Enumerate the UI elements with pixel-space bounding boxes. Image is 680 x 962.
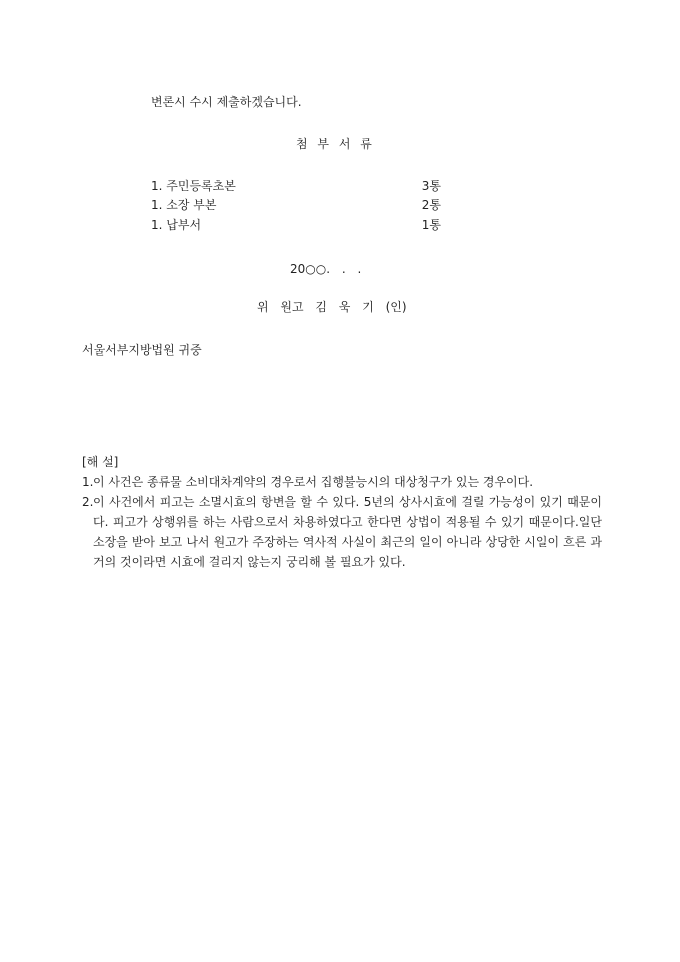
commentary-section xyxy=(82,452,602,572)
plaintiff-signature: 위 원고 김 욱 기 (인) xyxy=(257,300,407,314)
attachment-count: 2통 xyxy=(421,198,441,212)
note-text: 이 사건은 종류물 소비대차계약의 경우로서 집행불능시의 대상청구가 있는 경우이다. xyxy=(93,475,534,489)
closing-sentence: 변론시 수시 제출하겠습니다. xyxy=(151,95,302,109)
attachment-name: 1. 주민등록초본 xyxy=(151,179,236,193)
note-text: 이 사건에서 피고는 소멸시효의 항변을 할 수 있다. 5년의 상사시효에 걸릴 가능성이 있기 때문이다. 피고가 상행위를 하는 사람으로서 차용하였다고 한다면 상법이 적용될 수 있기 때문이다.일단 소장을 받아 보고 나서 원고가 주장하는 역사적 사실이 최근의 일이 아니라 상당한 시일이 흐른 과거의 것이라면 시효에 걸리지 않는지 궁리해 볼 필요가 있다. xyxy=(93,495,602,569)
note-number: 2. xyxy=(82,495,94,509)
commentary-note xyxy=(82,472,602,492)
attachment-count: 1통 xyxy=(421,218,441,232)
attachment-name: 1. 납부서 xyxy=(151,218,202,232)
attachment-count: 3통 xyxy=(421,179,441,193)
attachments-title: 첨 부 서 류 xyxy=(296,137,372,151)
document-date: 20○○. . . xyxy=(290,262,362,276)
commentary-note xyxy=(82,492,602,572)
court-addressee: 서울서부지방법원 귀중 xyxy=(82,343,202,357)
note-number: 1. xyxy=(82,475,94,489)
commentary-heading: [해 설] xyxy=(82,455,119,469)
attachment-name: 1. 소장 부본 xyxy=(151,198,217,212)
